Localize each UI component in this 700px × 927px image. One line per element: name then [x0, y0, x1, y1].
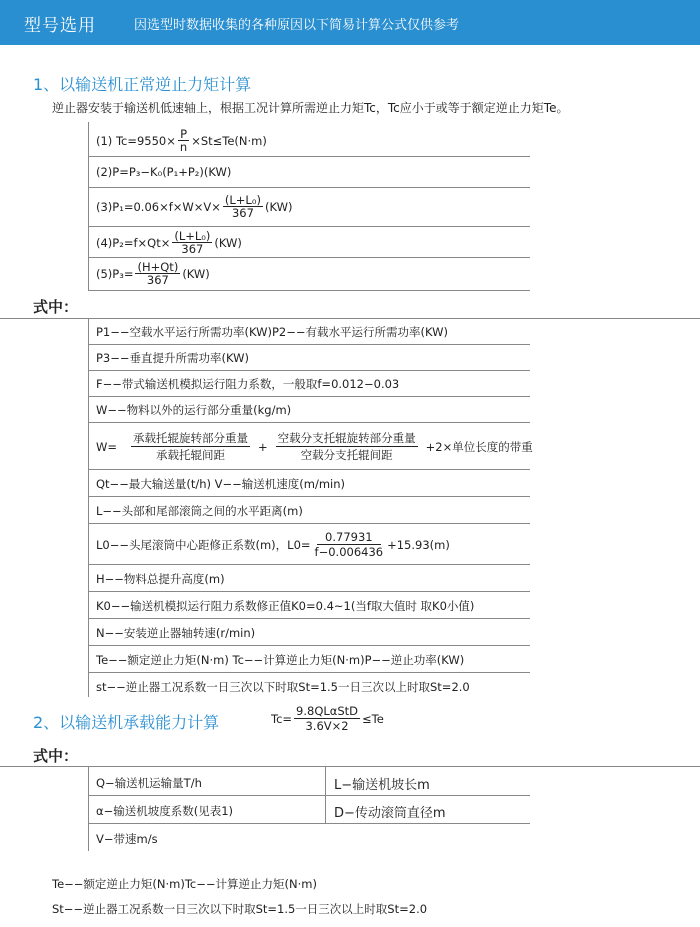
section1-title: 1、以输送机正常逆止力矩计算	[33, 75, 252, 94]
formula-4-den: 367	[181, 242, 204, 256]
formula-5-part-b: (KW)	[182, 266, 210, 281]
formula-row-3	[88, 188, 530, 227]
formula-row-4	[88, 227, 530, 258]
header-title: 型号选用	[24, 16, 96, 36]
def-row-w	[88, 423, 533, 470]
formula-4-num: (L+L₀)	[174, 229, 211, 243]
table2-l: L−输送机坡长m	[334, 778, 430, 793]
w-den-1: 承载托辊间距	[156, 448, 226, 462]
formula-5-den: 367	[146, 273, 169, 287]
def-1: P1−−空载水平运行所需功率(KW)P2−−有载水平运行所需功率(KW)	[96, 325, 448, 339]
formula-3-den: 367	[231, 206, 254, 220]
table2-v: V−带速m/s	[96, 832, 158, 846]
def-10: K0−−输送机模拟运行阻力系数修正值K0=0.4~1(当f取大值时 取K0小值)	[96, 599, 475, 613]
def-7: L−−头部和尾部滚筒之间的水平距离(m)	[96, 504, 303, 518]
formula-5-fraction	[135, 261, 180, 286]
table2-row-rule-2	[88, 823, 530, 824]
section2-formula-tail: ≤Te	[362, 711, 384, 726]
def-11: N−−安装逆止器轴转速(r/min)	[96, 626, 256, 640]
formula-5-num: (H+Qt)	[137, 260, 179, 274]
section2-formula-lhs: Tc=	[271, 711, 293, 726]
formula-5-part-a: (5)P₃=	[96, 266, 134, 281]
table2-d: D−传动滚筒直径m	[334, 806, 446, 821]
def-3: F−−带式输送机模拟运行阻力系数，一般取f=0.012−0.03	[96, 377, 400, 391]
note-1: Te−−额定逆止力矩(N·m)Tc−−计算逆止力矩(N·m)	[52, 877, 317, 891]
formula-4-part-b: (KW)	[214, 235, 242, 250]
def-row-l0	[88, 524, 530, 565]
header-subtitle: 因选型时数据收集的各种原因以下简易计算公式仅供参考	[134, 18, 460, 33]
def-4: W−−物料以外的运行部分重量(kg/m)	[96, 403, 292, 417]
l0-formula-lhs: L0−−头尾滚筒中心距修正系数(m)，L0=	[96, 537, 311, 552]
def-row-11	[88, 619, 530, 646]
section2-formula	[271, 704, 384, 733]
table2-alpha: α−输送机坡度系数(见表1)	[96, 804, 234, 818]
def-13: st−−逆止器工况系数一日三次以下时取St=1.5一日三次以上时取St=2.0	[96, 680, 470, 694]
def-2: P3−−垂直提升所需功率(KW)	[96, 351, 249, 365]
formula-1-num: P	[180, 127, 187, 141]
def-row-7	[88, 497, 530, 524]
def-row-9	[88, 565, 530, 592]
formula-3-num: (L+L₀)	[224, 193, 261, 207]
table2-left-rule	[88, 767, 89, 851]
w-fraction-2	[276, 430, 418, 463]
section2-title: 2、以输送机承载能力计算	[33, 713, 220, 732]
table2-q: Q−输送机运输量T/h	[96, 776, 202, 790]
section2-fraction	[294, 704, 360, 733]
formula-1-part-b: ×St≤Te(N·m)	[191, 133, 267, 148]
formula-1-part-a: (1) Tc=9550×	[96, 133, 176, 148]
def-6: Qt−−最大输送量(t/h) V−−输送机速度(m/min)	[96, 477, 346, 491]
formula-3-part-b: (KW)	[264, 199, 293, 214]
header-bar	[0, 0, 700, 45]
def-row-2	[88, 345, 530, 371]
def-row-1	[88, 319, 530, 345]
formula-1-den: n	[179, 140, 188, 154]
def-12: Te−−额定逆止力矩(N·m) Tc−−计算逆止力矩(N·m)P−−逆止功率(KW)	[96, 653, 465, 667]
note-2: St−−逆止器工况系数一日三次以下时取St=1.5一日三次以上时取St=2.0	[52, 902, 428, 916]
formula-row-1	[88, 122, 530, 157]
def-row-4	[88, 397, 530, 423]
w-den-2: 空载分支托辊间距	[300, 448, 393, 462]
section2-num: 9.8QLαStD	[296, 704, 359, 718]
section2-den: 3.6V×2	[305, 719, 349, 733]
def-9: H−−物料总提升高度(m)	[96, 572, 225, 586]
w-formula-lhs: W=	[96, 439, 118, 454]
shizhong-heading-2: 式中：	[33, 747, 79, 765]
formula-4-part-a: (4)P₂=f×Qt×	[96, 235, 171, 250]
formula-2: (2)P=P₃−K₀(P₁+P₂)(KW)	[96, 165, 232, 179]
formula-1-fraction	[178, 128, 189, 153]
divider-2	[0, 766, 700, 767]
w-plus: +	[258, 439, 268, 454]
def-row-10	[88, 592, 530, 619]
l0-fraction	[313, 530, 386, 559]
w-fraction-1	[131, 430, 250, 463]
table2-row-rule-1	[88, 795, 530, 796]
formula-row-5	[88, 258, 530, 291]
section1-intro: 逆止器安装于输送机低速轴上，根据工况计算所需逆止力矩Tc，Tc应小于或等于额定逆止力矩Te。	[52, 101, 569, 115]
formula-3-fraction	[223, 194, 263, 219]
shizhong-heading-1: 式中：	[33, 298, 79, 316]
def-row-6	[88, 470, 530, 497]
l0-formula-tail: +15.93(m)	[387, 537, 450, 552]
formula-row-2	[88, 157, 530, 188]
w-num-1: 承载托辊旋转部分重量	[133, 431, 249, 445]
def-row-3	[88, 371, 530, 397]
formula-4-fraction	[172, 230, 212, 255]
def-row-13	[88, 673, 530, 697]
w-formula-tail: +2×单位长度的带重	[425, 439, 533, 454]
def-row-12	[88, 646, 530, 673]
l0-den: f−0.006436	[314, 545, 384, 559]
l0-num: 0.77931	[317, 530, 381, 545]
w-num-2: 空载分支托辊旋转部分重量	[277, 431, 416, 445]
formula-3-part-a: (3)P₁=0.06×f×W×V×	[96, 199, 221, 214]
